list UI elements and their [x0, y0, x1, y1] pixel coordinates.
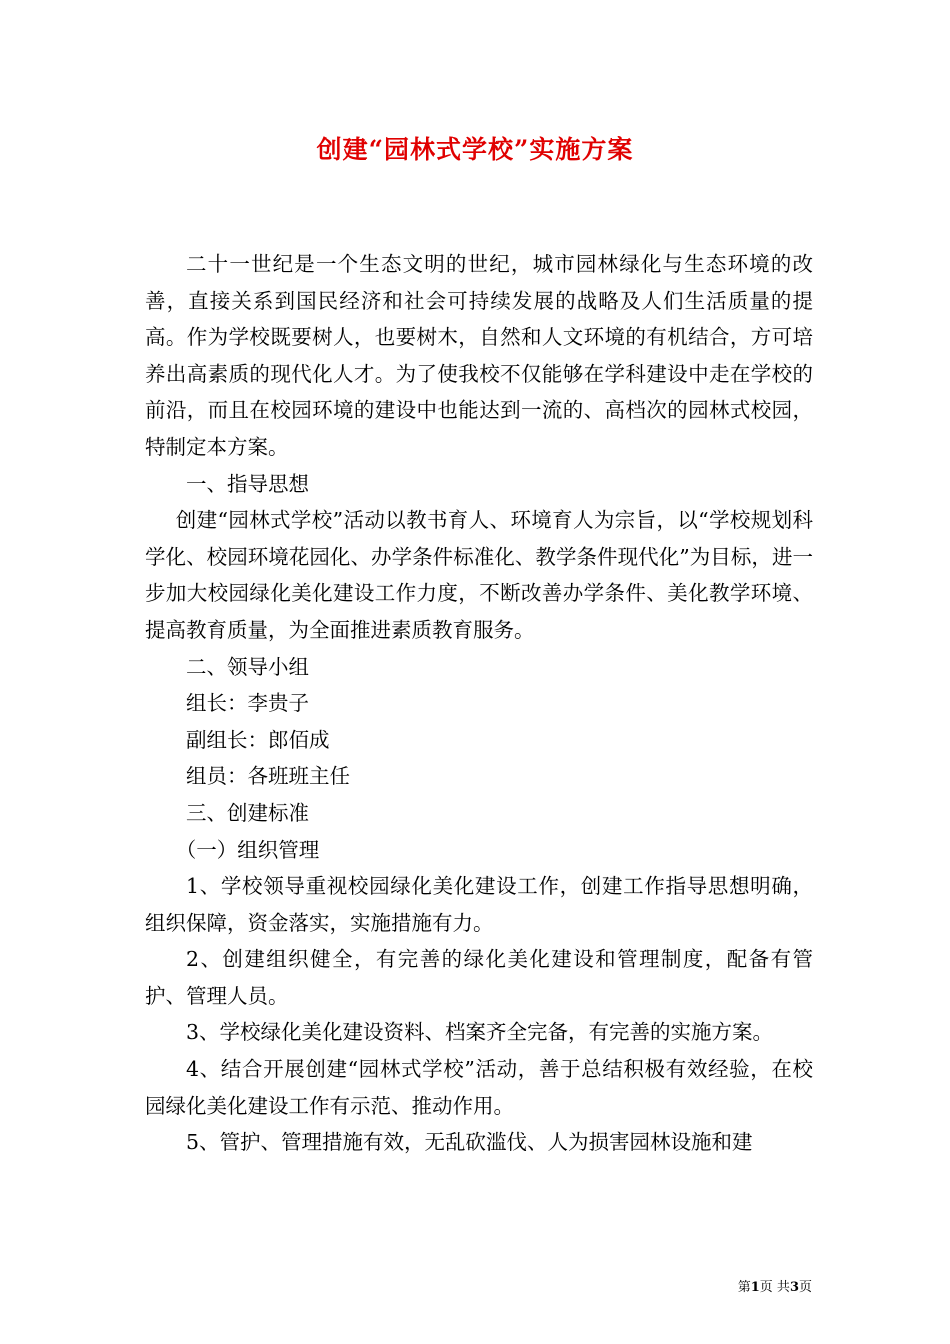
- deputy-leader-line: 副组长：郎佰成: [186, 727, 330, 752]
- document-body: [145, 246, 813, 1161]
- footer-prefix: 第: [737, 1280, 751, 1295]
- standard-item-1: 1、学校领导重视校园绿化美化建设工作，创建工作指导思想明确，组织保障，资金落实，实施措施有力。: [145, 874, 813, 935]
- standard-item-4: 4、结合开展创建“园林式学校”活动，善于总结积极有效经验，在校园绿化美化建设工作有示范、推动作用。: [145, 1057, 813, 1118]
- footer-current-page: 1: [750, 1280, 760, 1295]
- subsection-heading-organization: （一）组织管理: [175, 837, 320, 862]
- standard-item-2: 2、创建组织健全，有完善的绿化美化建设和管理制度，配备有管护、管理人员。: [145, 947, 813, 1008]
- footer-suffix: 页: [798, 1280, 812, 1295]
- section-heading-leadership-group: 二、领导小组: [186, 654, 309, 679]
- page-number-footer: [738, 1279, 812, 1297]
- paragraph-intro: 二十一世纪是一个生态文明的世纪，城市园林绿化与生态环境的改善，直接关系到国民经济和社会可持续发展的战略及人们生活质量的提高。作为学校既要树人，也要树木，自然和人文环境的有机结合，方可培养出高素质的现代化人才。为了使我校不仅能够在学科建设中走在学校的前沿，而且在校园环境的建设中也能达到一流的、高档次的园林式校园，特制定本方案。: [145, 252, 813, 459]
- leader-line: 组长：李贵子: [186, 691, 309, 716]
- members-line: 组员：各班班主任: [186, 764, 350, 789]
- section-heading-standards: 三、创建标准: [186, 800, 309, 825]
- footer-total-pages: 3: [789, 1280, 799, 1295]
- standard-item-5: 5、管护、管理措施有效，无乱砍滥伐、人为损害园林设施和建: [186, 1130, 753, 1155]
- section-heading-guiding-ideology: 一、指导思想: [186, 471, 309, 496]
- footer-middle: 页 共: [759, 1280, 790, 1295]
- standard-item-3: 3、学校绿化美化建设资料、档案齐全完备，有完善的实施方案。: [186, 1020, 774, 1045]
- document-title: 创建“园林式学校”实施方案: [316, 135, 634, 164]
- paragraph-guiding-ideology: 创建“园林式学校”活动以教书育人、环境育人为宗旨，以“学校规划科学化、校园环境花园化、办学条件标准化、教学条件现代化”为目标，进一步加大校园绿化美化建设工作力度，不断改善办学条件、美化教学环境、提高教育质量，为全面推进素质教育服务。: [145, 508, 813, 642]
